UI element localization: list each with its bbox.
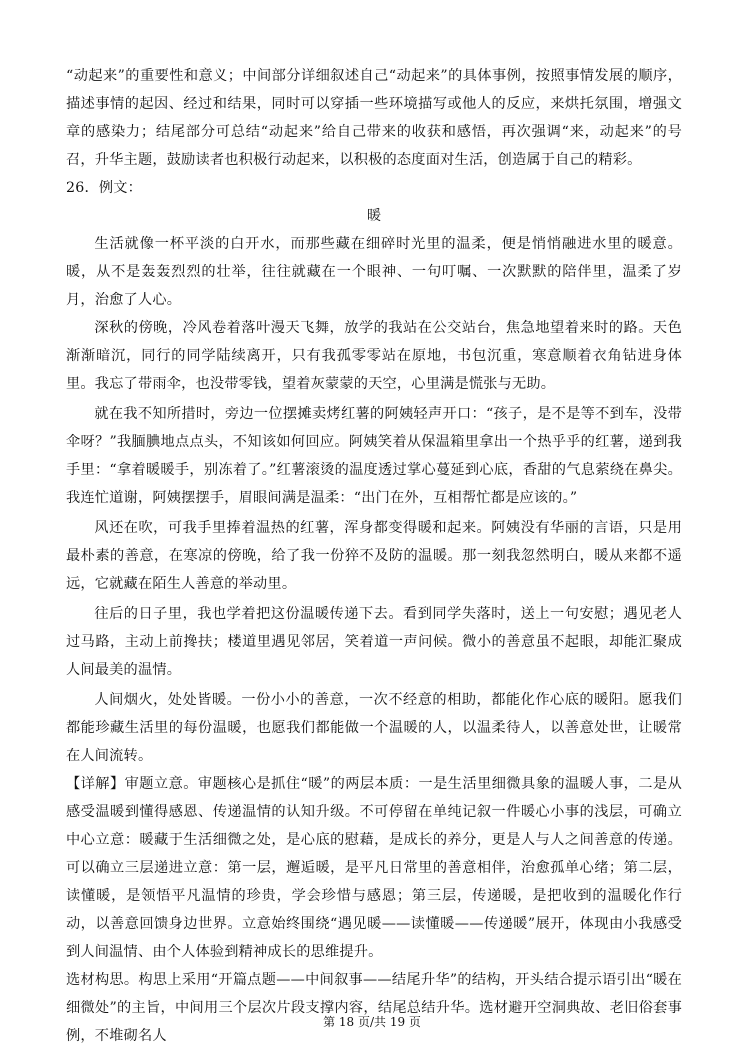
essay-paragraph-4: 风还在吹，可我手里捧着温热的红薯，浑身都变得暖和起来。阿姨没有华丽的言语，只是用最朴素的善意，在寒凉的傍晚，给了我一份猝不及防的温暖。那一刻我忽然明白，暖从来都不遥远，它就藏在陌生人善意的举动里。: [66, 520, 682, 592]
essay-paragraph-1: 生活就像一杯平淡的白开水，而那些藏在细碎时光里的温柔，便是悄悄融进水里的暖意。暖，从不是轰轰烈烈的壮举，往往就藏在一个眼神、一句叮嘱、一次默默的陪伴里，温柔了岁月，治愈了人心。: [66, 236, 682, 308]
paragraph-intro-continuation: “动起来”的重要性和意义；中间部分详细叙述自己“动起来”的具体事例，按照事情发展的顺序，描述事情的起因、经过和结果，同时可以穿插一些环境描写或他人的反应，来烘托氛围，增强文章的感染力；结尾部分可总结“动起来”给自己带来的收获和感悟，再次强调“来，动起来”的号召，升华主题，鼓励读者也积极行动起来，以积极的态度面对生活，创造属于自己的精彩。: [66, 68, 682, 168]
page-number-footer: 第 18 页/共 19 页: [323, 1015, 421, 1029]
essay-title: 暖: [366, 208, 382, 224]
analysis-paragraph: 【详解】审题立意。审题核心是抓住“暖”的两层本质：一是生活里细微具象的温暖人事，二是从感受温暖到懂得感恩、传递温情的认知升级。不可停留在单纯记叙一件暖心小事的浅层，可确立中心立意：暖藏于生活细微之处，是心底的慰藉，是成长的养分，更是人与人之间善意的传递。可以确立三层递进立意：第一层，邂逅暖，是平凡日常里的善意相伴，治愈孤单心绪；第二层，读懂暖，是领悟平凡温情的珍贵，学会珍惜与感恩；第三层，传递暖，是把收到的温暖化作行动，以善意回馈身边世界。立意始终围绕“遇见暖——读懂暖——传递暖”展开，体现由小我感受到人间温情、由个人体验到精神成长的思维提升。: [66, 776, 682, 960]
essay-paragraph-3: 就在我不知所措时，旁边一位摆摊卖烤红薯的阿姨轻声开口：“孩子，是不是等不到车，没带伞呀？”我腼腆地点点头，不知该如何回应。阿姨笑着从保温箱里拿出一个热乎乎的红薯，递到我手里：“拿着暖暖手，别冻着了。”红薯滚烫的温度透过掌心蔓延到心底，香甜的气息萦绕在鼻尖。我连忙道谢，阿姨摆摆手，眉眼间满是温柔：“出门在外，互相帮忙都是应该的。”: [66, 406, 682, 506]
essay-paragraph-6: 人间烟火，处处皆暖。一份小小的善意，一次不经意的相助，都能化作心底的暖阳。愿我们都能珍藏生活里的每份温暖，也愿我们都能做一个温暖的人，以温柔待人，以善意处世，让暖常在人间流转。: [66, 692, 682, 764]
structure-paragraph: 选材构思。构思上采用“开篇点题——中间叙事——结尾升华”的结构，开头结合提示语引出“暖在细微处”的主旨，中间用三个层次片段支撑内容，结尾总结升华。选材避开空洞典故、老旧俗套事例，不堆砌名人: [66, 972, 682, 1044]
essay-paragraph-5: 往后的日子里，我也学着把这份温暖传递下去。看到同学失落时，送上一句安慰；遇见老人过马路，主动上前搀扶；楼道里遇见邻居，笑着道一声问候。微小的善意虽不起眼，却能汇聚成人间最美的温情。: [66, 606, 682, 678]
question-label: 26．例文：: [66, 180, 143, 196]
essay-paragraph-2: 深秋的傍晚，冷风卷着落叶漫天飞舞，放学的我站在公交站台，焦急地望着来时的路。天色渐渐暗沉，同行的同学陆续离开，只有我孤零零站在原地，书包沉重，寒意顺着衣角钻进身体里。我忘了带雨伞，也没带零钱，望着灰蒙蒙的天空，心里满是慌张与无助。: [66, 320, 682, 392]
document-body: [66, 62, 682, 1050]
